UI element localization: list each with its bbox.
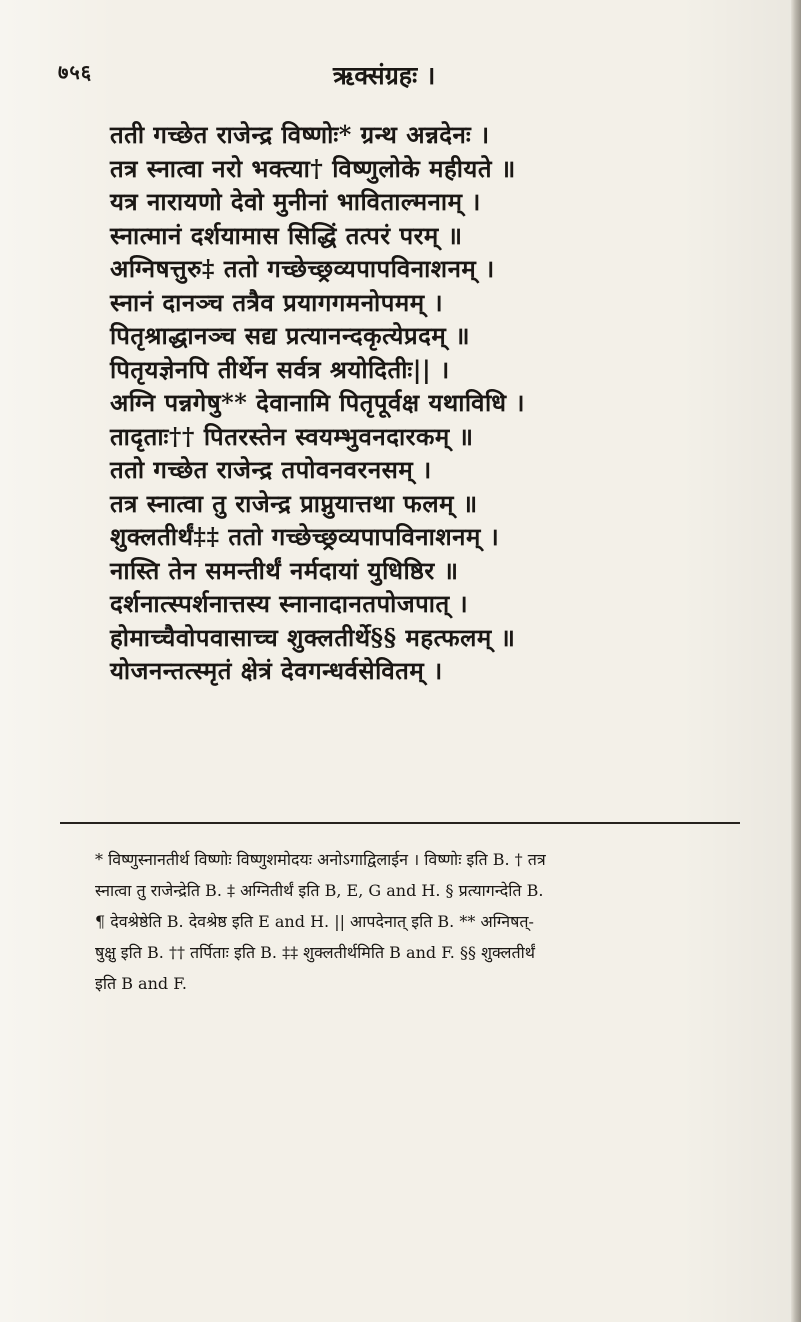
verse-block — [110, 118, 670, 688]
verse-line: योजनन्तत्स्मृतं क्षेत्रं देवगन्धर्वसेवितम् । — [110, 656, 443, 685]
verse-line: स्नात्मानं दर्शयामास सिद्धिं तत्परं परम् ॥ — [110, 220, 463, 250]
verse-line: तत्र स्नात्वा नरो भक्त्या† विष्णुलोके महीयते ॥ — [110, 153, 516, 183]
verse-line: पितृश्राद्धानञ्च सद्य प्रत्यानन्दकृत्येप्रदम् ॥ — [110, 321, 470, 350]
running-title: ऋक्संग्रहः । — [333, 61, 436, 90]
verse-line: तादृताः†† पितरस्तेन स्वयम्भुवनदारकम् ॥ — [110, 421, 474, 451]
verse-line: तती गच्छेत राजेन्द्र विष्णोः* ग्रन्थ अन्नदेनः । — [110, 120, 490, 149]
verse-line: स्नानं दानञ्च तत्रैव प्रयागगमनोपमम् । — [110, 287, 444, 317]
footnote-line: इति B and F. — [95, 974, 187, 993]
verse-line: यत्र नारायणो देवो मुनीनां भाविताल्मनाम् । — [110, 187, 481, 216]
verse-line: तत्र स्नात्वा तु राजेन्द्र प्राप्नुयात्तथा फलम् ॥ — [110, 488, 478, 518]
verse-line: दर्शनात्स्पर्शनात्तस्य स्नानादानतपोजपात् । — [110, 589, 469, 618]
verse-line: अग्निषत्तुरु‡ ततो गच्छेच्छ्रव्यपापविनाशनम् । — [110, 254, 495, 283]
verse-line: शुक्लतीर्थं‡‡ ततो गच्छेच्छ्रव्यपापविनाशनम् । — [110, 522, 500, 551]
verse-line: अग्नि पन्नगेषु** देवानामि पितृपूर्वक्ष यथाविधि । — [110, 388, 525, 417]
verse-line: पितृयज्ञेनपि तीर्थेन सर्वत्र श्रयोदितीः|| । — [110, 354, 450, 384]
verse-line: नास्ति तेन समन्तीर्थं नर्मदायां युधिष्ठिर ॥ — [110, 555, 459, 585]
page-header — [58, 58, 743, 100]
page-edge-shadow — [791, 0, 801, 1322]
footnote-line: * विष्णुस्नानतीर्थ विष्णोः विष्णुशमोदयः अनोऽगाद्विलाईन । विष्णोः इति B. † तत्र — [95, 850, 546, 869]
footnote-divider — [60, 822, 740, 824]
page-number: ७५६ — [58, 60, 93, 84]
footnotes — [95, 844, 745, 999]
footnote-line: ¶ देवश्रेष्ठेति B. देवश्रेष्ठ इति E and H. || आपदेनात् इति B. ** अग्निषत्- — [95, 912, 534, 931]
footnote-line: षुक्षु इति B. †† तर्पिताः इति B. ‡‡ शुक्लतीर्थमिति B and F. §§ शुक्लतीर्थं — [95, 943, 536, 962]
verse-line: ततो गच्छेत राजेन्द्र तपोवनवरनसम् । — [110, 455, 432, 484]
footnote-line: स्नात्वा तु राजेन्द्रेति B. ‡ अग्नितीर्थं इति B, E, G and H. § प्रत्यागन्देति B. — [95, 881, 544, 900]
verse-line: होमाच्चैवोपवासाच्च शुक्लतीर्थे§§ महत्फलम् ॥ — [110, 622, 516, 652]
